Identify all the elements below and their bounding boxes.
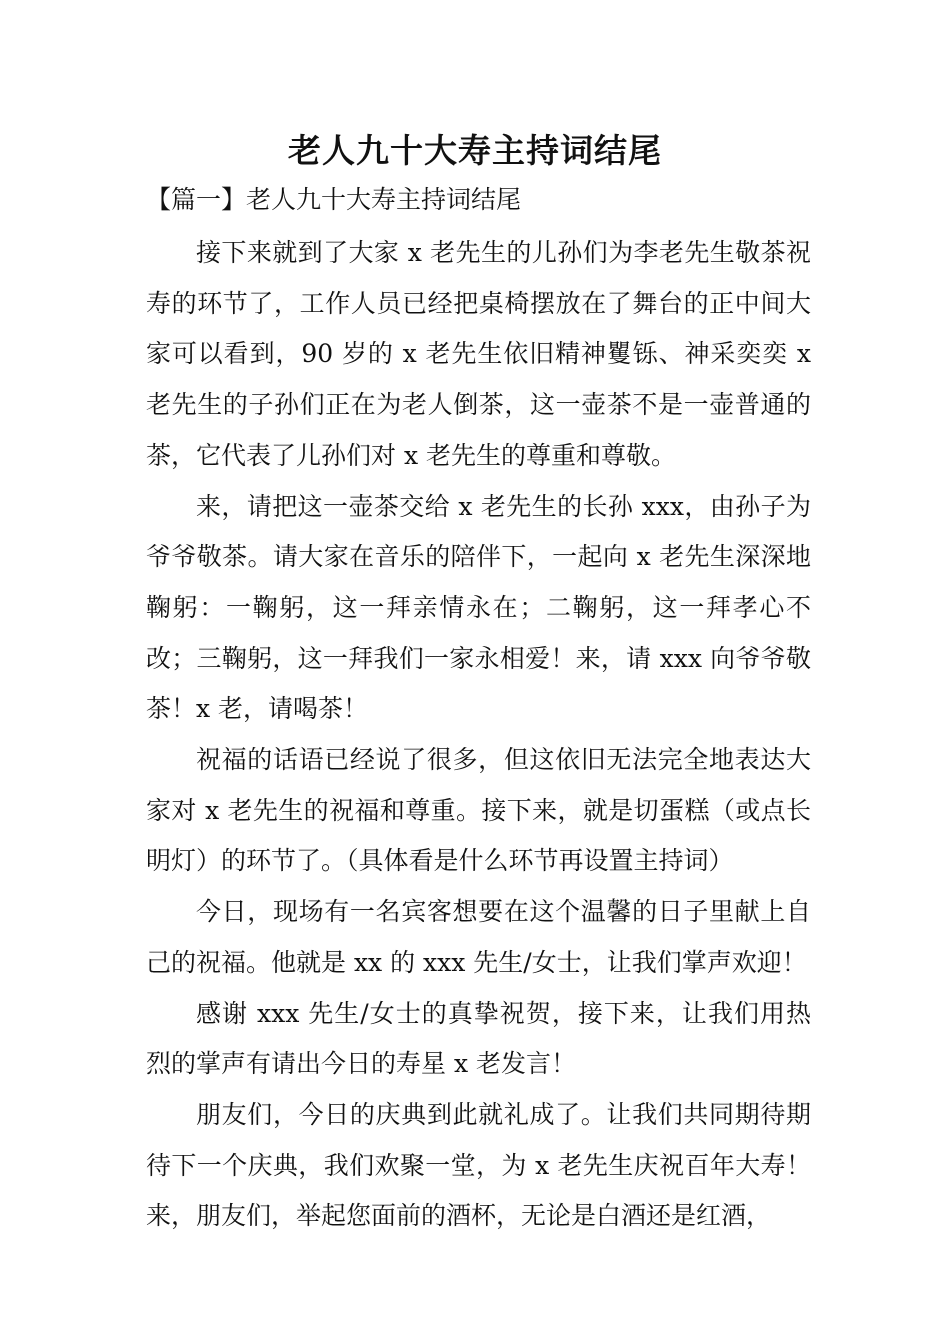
- paragraph-3: 祝福的话语已经说了很多，但这依旧无法完全地表达大家对 x 老先生的祝福和尊重。接下来，就是切蛋糕（或点长明灯）的环节了。（具体看是什么环节再设置主持词）: [146, 745, 811, 876]
- document-title: 老人九十大寿主持词结尾: [288, 131, 662, 170]
- paragraph-1: 接下来就到了大家 x 老先生的儿孙们为李老先生敬茶祝寿的环节了，工作人员已经把桌椅摆放在了舞台的正中间大家可以看到，90 岁的 x 老先生依旧精神矍铄、神采奕奕 x 老先生的子孙们正在为老人倒茶，这一壶茶不是一壶普通的茶，它代表了儿孙们对 x 老先生的尊重和尊敬。: [146, 238, 811, 470]
- document-body: [146, 228, 811, 1242]
- paragraph-6: 朋友们，今日的庆典到此就礼成了。让我们共同期待期待下一个庆典，我们欢聚一堂，为 x 老先生庆祝百年大寿！来，朋友们，举起您面前的酒杯，无论是白酒还是红酒，: [146, 1099, 811, 1231]
- section-heading: 【篇一】老人九十大寿主持词结尾: [146, 185, 522, 214]
- paragraph-2: 来，请把这一壶茶交给 x 老先生的长孙 xxx，由孙子为爷爷敬茶。请大家在音乐的陪伴下，一起向 x 老先生深深地鞠躬：一鞠躬，这一拜亲情永在；二鞠躬，这一拜孝心不改；三鞠躬，这一拜我们一家永相爱！来，请 xxx 向爷爷敬茶！x 老，请喝茶！: [146, 491, 811, 724]
- paragraph-4: 今日，现场有一名宾客想要在这个温馨的日子里献上自己的祝福。他就是 xx 的 xxx 先生/女士，让我们掌声欢迎！: [146, 897, 811, 977]
- paragraph-5: 感谢 xxx 先生/女士的真挚祝贺，接下来，让我们用热烈的掌声有请出今日的寿星 x 老发言！: [146, 998, 811, 1079]
